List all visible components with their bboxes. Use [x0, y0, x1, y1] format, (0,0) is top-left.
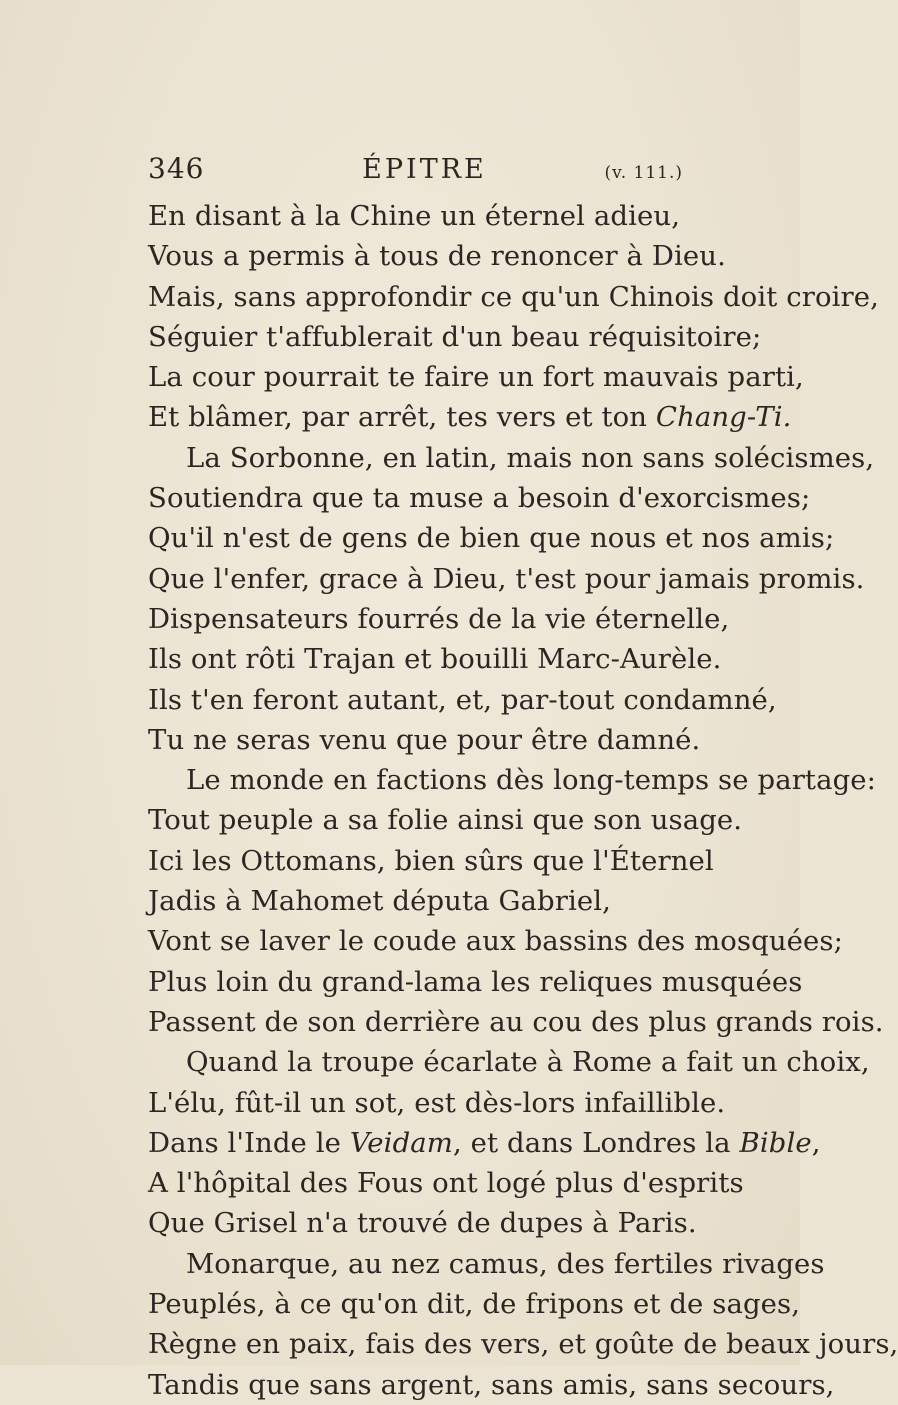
- poem-line-text: Dans l'Inde le: [148, 1126, 350, 1159]
- poem-line: Peuplés, à ce qu'on dit, de fripons et de sages,: [148, 1288, 801, 1321]
- page-header: [148, 152, 683, 196]
- poem-line: En disant à la Chine un éternel adieu,: [148, 200, 681, 232]
- poem-line: Jadis à Mahomet députa Gabriel,: [148, 885, 611, 918]
- poem-line: Passent de son derrière au cou des plus grands rois.: [148, 1005, 884, 1038]
- poem-line: Quand la troupe écarlate à Rome a fait un choix,: [186, 1046, 870, 1079]
- poem-line: L'élu, fût-il un sot, est dès-lors infaillible.: [148, 1086, 726, 1119]
- poem-line: La cour pourrait te faire un fort mauvais parti,: [148, 361, 804, 394]
- poem-line: Que l'enfer, grace à Dieu, t'est pour jamais promis.: [148, 562, 865, 595]
- poem-line: Que Grisel n'a trouvé de dupes à Paris.: [148, 1207, 697, 1240]
- poem-line-text: , et dans Londres la: [452, 1126, 740, 1159]
- poem-line: Vous a permis à tous de renoncer à Dieu.: [148, 240, 726, 273]
- poem-line: Ils t'en feront autant, et, par-tout condamné,: [148, 683, 777, 716]
- poem-line: [148, 397, 792, 437]
- page-number: 346: [148, 152, 205, 185]
- poem-line-text: ,: [811, 1126, 821, 1159]
- poem-line-italic: Veidam: [349, 1126, 453, 1159]
- poem-line: Mais, sans approfondir ce qu'un Chinois doit croire,: [148, 280, 879, 313]
- volume-reference: (v. 111.): [604, 163, 683, 183]
- poem-line-text: Et blâmer, par arrêt, tes vers et ton: [148, 401, 656, 434]
- poem-text: [148, 196, 898, 1405]
- running-title: ÉPITRE: [362, 154, 487, 185]
- poem-line: Le monde en factions dès long-temps se partage:: [186, 764, 877, 797]
- poem-line: Séguier t'affublerait d'un beau réquisitoire;: [148, 320, 762, 353]
- poem-line: Tu ne seras venu que pour être damné.: [148, 723, 701, 756]
- poem-line: Monarque, au nez camus, des fertiles rivages: [186, 1247, 825, 1280]
- poem-line: Dispensateurs fourrés de la vie éternelle,: [148, 602, 730, 635]
- poem-line: Vont se laver le coude aux bassins des mosquées;: [148, 925, 843, 958]
- poem-line: A l'hôpital des Fous ont logé plus d'esprits: [148, 1167, 744, 1200]
- poem-line-italic: Chang-Ti.: [655, 401, 792, 434]
- poem-line: Tout peuple a sa folie ainsi que son usage.: [148, 804, 743, 837]
- poem-line: Qu'il n'est de gens de bien que nous et nos amis;: [148, 522, 835, 555]
- poem-line: Ils ont rôti Trajan et bouilli Marc-Aurèle.: [148, 643, 722, 676]
- poem-line-italic: Bible: [739, 1126, 812, 1159]
- poem-line: Plus loin du grand-lama les reliques musquées: [148, 965, 803, 998]
- poem-line: Tandis que sans argent, sans amis, sans secours,: [148, 1368, 835, 1401]
- poem-line: Règne en paix, fais des vers, et goûte de beaux jours,: [148, 1328, 898, 1361]
- poem-line: Soutiendra que ta muse a besoin d'exorcismes;: [148, 482, 811, 515]
- poem-line: La Sorbonne, en latin, mais non sans solécismes,: [186, 441, 875, 474]
- poem-line: Ici les Ottomans, bien sûrs que l'Éternel: [148, 844, 714, 877]
- poem-line: [148, 1123, 821, 1163]
